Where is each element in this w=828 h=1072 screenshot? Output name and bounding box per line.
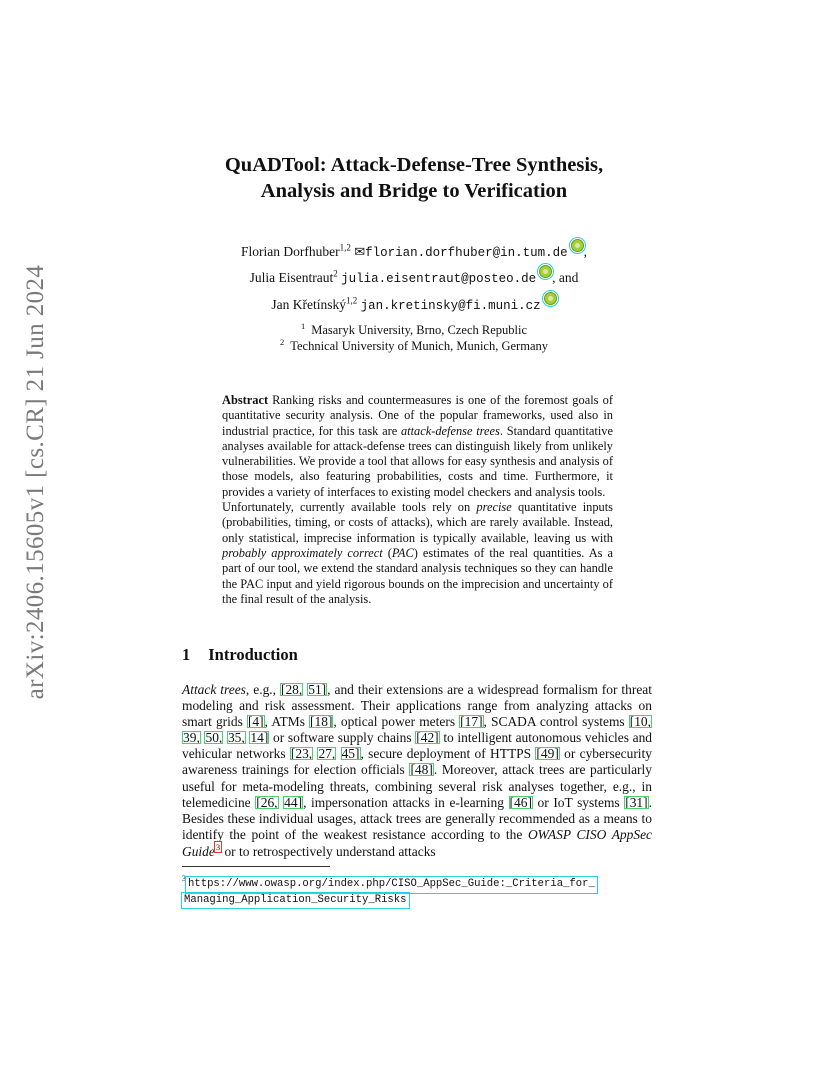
abstract-label: Abstract: [222, 393, 269, 407]
affiliation-mark: 2: [280, 337, 285, 347]
affiliation-text: Technical University of Munich, Munich, Germany: [290, 339, 548, 354]
abstract-text: Ranking risks and countermeasures is one of the foremost goals of quantitative security analysis. One of the popular frameworks, used also in industrial practice, for this task are: [222, 393, 613, 438]
body-emphasis: OWASP CISO AppSec Guide: [182, 826, 652, 859]
body-text: . Besides these individual usages, attack trees are generally recommended as a means to identify the point of the weakest resistance according to the: [182, 794, 652, 842]
abstract-text: quantitative inputs (probabilities, timing, or costs of attacks), which are rarely available. Instead, only statistical, imprecise information is typically available, leaving us with: [222, 500, 613, 545]
abstract-emphasis: probably approximately correct: [222, 545, 383, 560]
affiliation: [0, 337, 828, 354]
body-text: , and their extensions are a widespread formalism for threat modeling and risk assessment. Their applications range from analyzing attacks on smart grids: [182, 682, 653, 730]
citation-link[interactable]: 45]: [341, 746, 360, 762]
footnote-mark: 3: [182, 874, 186, 883]
author-email[interactable]: jan.kretinsky@fi.muni.cz: [360, 299, 541, 313]
citation-link[interactable]: 14]: [250, 730, 269, 746]
citation-link[interactable]: 39,: [183, 730, 200, 746]
citation-link[interactable]: [28,: [280, 682, 303, 697]
citation-link[interactable]: 50,: [205, 730, 223, 746]
body-text: or cybersecurity awareness trainings for election officials: [182, 746, 652, 778]
author-name: Julia Eisentraut: [249, 270, 334, 285]
abstract-text: (: [382, 545, 392, 560]
body-text: , ATMs: [264, 714, 310, 730]
abstract-text: ) estimates of the real quantities. As a part of our tool, we extend the standard analysis techniques so they can handle the PAC input and yield rigorous bounds on the imprecision and uncertainty of the final result of the analysis.: [222, 545, 613, 606]
affiliation-mark: 1: [300, 321, 306, 331]
author-line: [0, 292, 828, 313]
citation-link[interactable]: [17]: [460, 714, 483, 730]
title-line: QuADTool: Attack-Defense-Tree Synthesis,: [224, 154, 604, 176]
abstract-emphasis: precise: [476, 500, 512, 515]
citation-link[interactable]: [49]: [536, 746, 559, 762]
orcid-icon[interactable]: [544, 292, 557, 305]
footnote-url-link[interactable]: Managing_Application_Security_Risks: [182, 893, 409, 909]
citation-link[interactable]: [31]: [625, 794, 648, 810]
orcid-icon[interactable]: [571, 239, 584, 252]
title-line: Analysis and Bridge to Verification: [260, 180, 568, 202]
citation-link[interactable]: [10,: [629, 714, 652, 730]
citation-link[interactable]: [48]: [410, 762, 433, 778]
author-name: Florian Dorfhuber: [240, 244, 340, 259]
author-affil-mark: 2: [333, 268, 338, 279]
body-text: , e.g.,: [245, 682, 280, 697]
body-text: to intelligent autonomous vehicles and vehicular networks: [182, 730, 653, 762]
paper-title: [0, 152, 828, 204]
abstract-emphasis: PAC: [391, 545, 414, 560]
citation-link[interactable]: [23,: [290, 746, 313, 762]
section-heading: [182, 645, 298, 665]
body-text: or to retrospectively understand attacks: [221, 843, 436, 859]
body-paragraph: [182, 682, 652, 860]
body-text: , impersonation attacks in e-learning: [303, 794, 509, 810]
author-email[interactable]: florian.dorfhuber@in.tum.de: [365, 246, 568, 260]
body-text: or software supply chains: [269, 730, 416, 746]
citation-link[interactable]: [26,: [256, 794, 278, 810]
section-title: Introduction: [208, 645, 298, 664]
citation-link[interactable]: [46]: [509, 794, 532, 810]
author-affil-mark: 1,2: [339, 242, 351, 253]
section-number: 1: [182, 645, 191, 664]
citation-link[interactable]: 51]: [308, 682, 327, 697]
citation-link[interactable]: 27,: [318, 746, 336, 762]
footnote-ref-link[interactable]: 3: [215, 841, 221, 852]
arxiv-identifier: arXiv:2406.15605v1 [cs.CR] 21 Jun 2024: [22, 264, 49, 700]
abstract-emphasis: attack-defense trees: [400, 423, 500, 438]
author-line: [0, 239, 828, 260]
footnote-url-link[interactable]: https://www.owasp.org/index.php/CISO_AppSec_Guide:_Criteria_for_: [186, 877, 597, 893]
citation-link[interactable]: 35,: [227, 730, 245, 746]
body-text: , optical power meters: [333, 714, 460, 730]
abstract-paragraph: [222, 500, 613, 607]
citation-link[interactable]: [42]: [416, 730, 439, 746]
citation-link[interactable]: 44]: [284, 794, 303, 810]
author-name: Jan Křetínský: [271, 297, 346, 312]
abstract-text: Unfortunately, currently available tools rely on: [222, 500, 477, 515]
body-text: , secure deployment of HTTPS: [360, 746, 536, 762]
envelope-icon: ✉: [354, 245, 366, 260]
author-line: [0, 265, 828, 286]
footnote-divider: [182, 866, 330, 867]
abstract-text: . Standard quantitative analyses available for attack-defense trees can distinguish likely from unlikely vulnerabilities. We provide a tool that allows for easy synthesis and analysis of those models, also featuring probabilities, costs and time. Furthermore, it provides a variety of interfaces to existing model checkers and analysis tools.: [222, 423, 613, 499]
footnote: [182, 871, 654, 908]
body-text: . Moreover, attack trees are particularly useful for meta-modeling threats, combining several risk analyses together, e.g., in telemedicine: [182, 762, 652, 810]
orcid-icon[interactable]: [539, 265, 552, 278]
author-separator: , and: [552, 270, 579, 285]
introduction-body: [182, 682, 652, 860]
abstract: [222, 393, 613, 607]
body-text: or IoT systems: [532, 794, 625, 810]
abstract-paragraph: [222, 393, 613, 500]
body-emphasis: Attack trees: [182, 682, 246, 697]
author-email[interactable]: julia.eisentraut@posteo.de: [341, 272, 537, 286]
citation-link[interactable]: [18]: [310, 714, 333, 730]
affiliation-text: Masaryk University, Brno, Czech Republic: [311, 323, 528, 338]
author-affil-mark: 1,2: [345, 295, 358, 306]
body-text: , SCADA control systems: [483, 714, 629, 730]
author-separator: ,: [583, 244, 588, 259]
affiliation: [0, 321, 828, 338]
citation-link[interactable]: [4]: [247, 714, 264, 730]
